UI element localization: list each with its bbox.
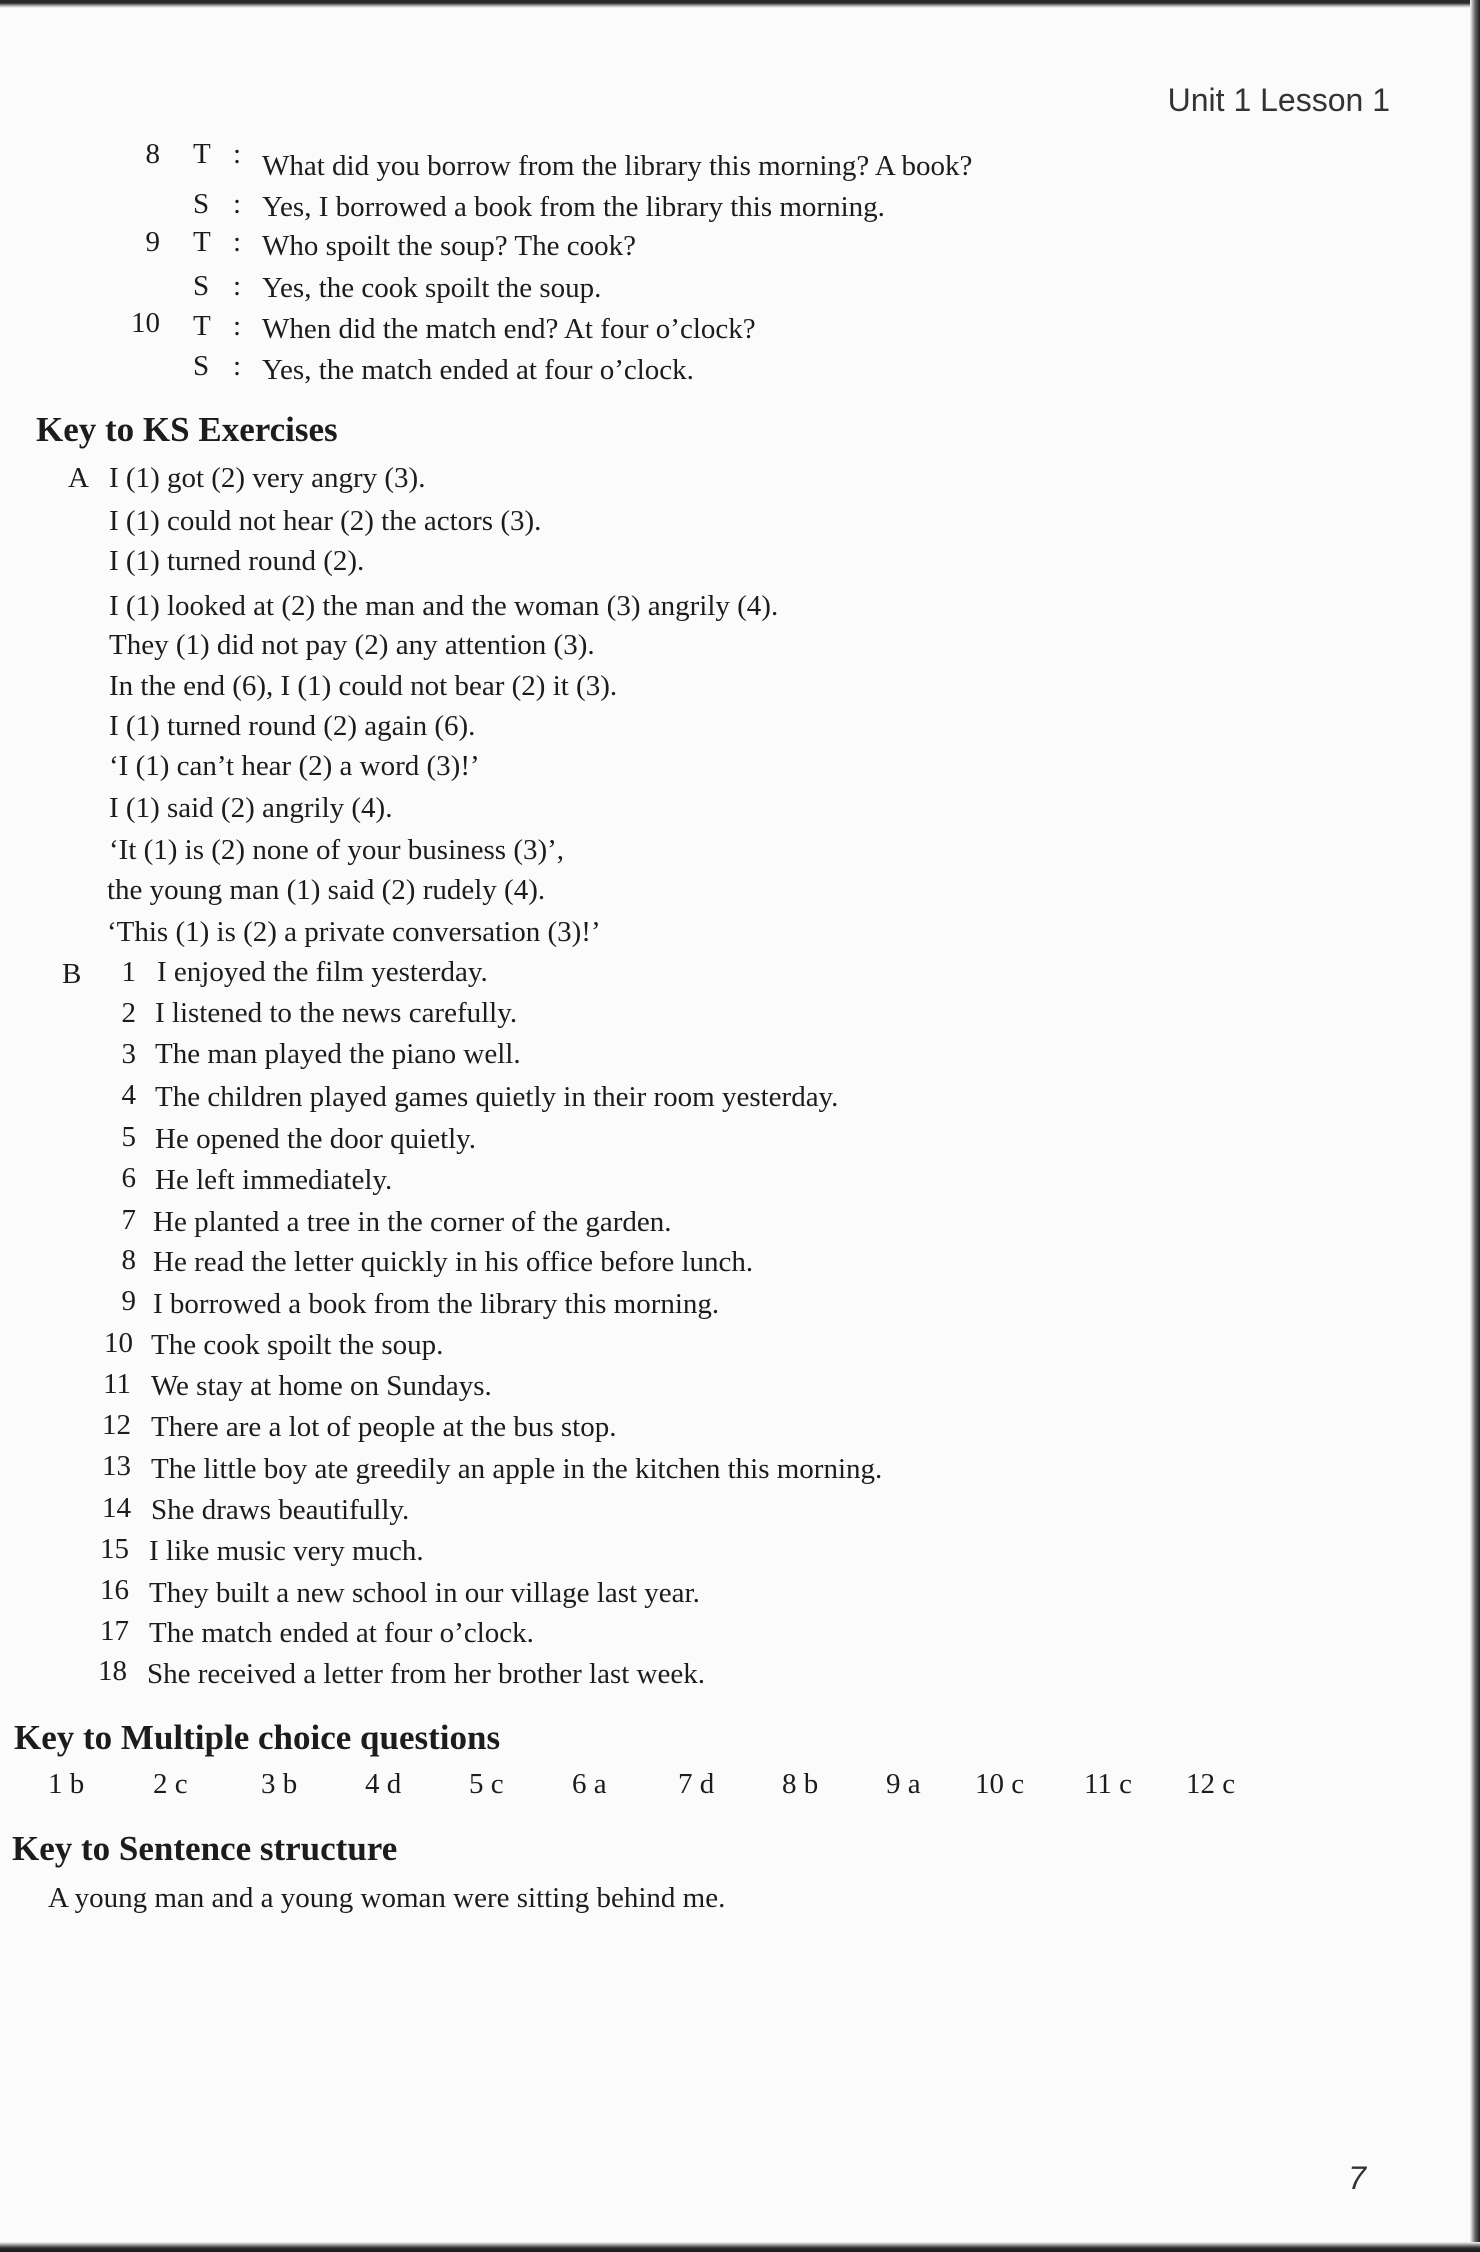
mc-answer: 4 d <box>365 1768 402 1800</box>
part-b-item: The man played the piano well. <box>155 1038 521 1070</box>
part-b-item: He opened the door quietly. <box>155 1123 477 1155</box>
dialogue-speaker: S <box>193 270 210 302</box>
page-top-edge <box>0 0 1480 8</box>
part-a-line: I (1) turned round (2) again (6). <box>109 710 476 742</box>
part-b-item: She draws beautifully. <box>151 1494 410 1526</box>
mc-answer: 5 c <box>469 1768 504 1800</box>
dialogue-number: 8 <box>145 138 160 170</box>
part-b-item: He read the letter quickly in his office before lunch. <box>153 1246 754 1278</box>
mc-answer: 12 c <box>1186 1768 1236 1800</box>
dialogue-speaker: T <box>193 138 211 170</box>
dialogue-colon: : <box>233 350 242 382</box>
part-a-line: I (1) could not hear (2) the actors (3). <box>109 505 542 537</box>
mc-heading: Key to Multiple choice questions <box>14 1718 501 1757</box>
part-a-line: ‘I (1) can’t hear (2) a word (3)!’ <box>109 750 480 782</box>
part-b-item: The match ended at four o’clock. <box>149 1617 534 1649</box>
part-b-number: 8 <box>121 1244 136 1276</box>
part-b-number: 16 <box>100 1574 129 1606</box>
part-a-line: I (1) said (2) angrily (4). <box>109 792 393 824</box>
dialogue-colon: : <box>233 226 242 258</box>
part-a-line: I (1) got (2) very angry (3). <box>109 462 426 494</box>
dialogue-line: Yes, the cook spoilt the soup. <box>262 272 602 304</box>
mc-answer: 1 b <box>48 1768 85 1800</box>
part-a-line: I (1) turned round (2). <box>109 545 365 577</box>
part-b-number: 17 <box>100 1615 129 1647</box>
dialogue-colon: : <box>233 138 242 170</box>
mc-answer: 10 c <box>975 1768 1025 1800</box>
part-b-number: 2 <box>121 997 136 1029</box>
part-a-line: ‘It (1) is (2) none of your business (3)’, <box>109 834 565 866</box>
part-b-number: 1 <box>121 956 136 988</box>
part-b-number: 13 <box>102 1450 131 1482</box>
part-b-number: 11 <box>103 1368 131 1400</box>
mc-answer: 2 c <box>153 1768 188 1800</box>
part-b-number: 4 <box>121 1079 136 1111</box>
part-b-item: I like music very much. <box>149 1535 424 1567</box>
dialogue-speaker: T <box>193 226 211 258</box>
page-number: 7 <box>1348 2160 1366 2196</box>
mc-answer: 6 a <box>572 1768 607 1800</box>
part-b-item: We stay at home on Sundays. <box>151 1370 492 1402</box>
part-b-item: The cook spoilt the soup. <box>151 1329 444 1361</box>
part-a-line: In the end (6), I (1) could not bear (2) it (3). <box>109 670 618 702</box>
part-b-item: I borrowed a book from the library this morning. <box>153 1288 720 1320</box>
dialogue-number: 10 <box>131 307 160 339</box>
part-b-number: 5 <box>121 1121 136 1153</box>
dialogue-speaker: S <box>193 350 210 382</box>
part-b-item: There are a lot of people at the bus stop. <box>151 1411 617 1443</box>
page-right-edge <box>1470 0 1480 2252</box>
part-a-label: A <box>68 462 89 494</box>
part-b-number: 7 <box>121 1204 136 1236</box>
part-b-number: 14 <box>102 1492 131 1524</box>
mc-answer: 7 d <box>678 1768 715 1800</box>
dialogue-line: Yes, the match ended at four o’clock. <box>262 354 694 386</box>
part-b-item: I listened to the news carefully. <box>155 997 518 1029</box>
part-b-item: She received a letter from her brother last week. <box>147 1658 705 1690</box>
dialogue-line: Who spoilt the soup? The cook? <box>262 230 636 262</box>
part-b-item: The children played games quietly in their room yesterday. <box>155 1081 839 1113</box>
ss-heading: Key to Sentence structure <box>12 1829 398 1868</box>
part-b-item: He left immediately. <box>155 1164 393 1196</box>
dialogue-number: 9 <box>145 226 160 258</box>
part-b-number: 6 <box>121 1162 136 1194</box>
dialogue-colon: : <box>233 270 242 302</box>
ss-answer: A young man and a young woman were sitting behind me. <box>48 1882 726 1914</box>
ks-heading: Key to KS Exercises <box>36 410 338 449</box>
mc-answer: 11 c <box>1084 1768 1133 1800</box>
mc-answer: 8 b <box>782 1768 819 1800</box>
part-a-line: They (1) did not pay (2) any attention (3). <box>109 629 595 661</box>
dialogue-line: What did you borrow from the library this morning? A book? <box>262 150 973 182</box>
dialogue-speaker: S <box>193 188 210 220</box>
running-header: Unit 1 Lesson 1 <box>1167 82 1390 118</box>
part-a-line: the young man (1) said (2) rudely (4). <box>107 874 546 906</box>
part-b-label: B <box>62 958 82 990</box>
dialogue-colon: : <box>233 310 242 342</box>
mc-answer: 9 a <box>886 1768 921 1800</box>
mc-answer: 3 b <box>261 1768 298 1800</box>
part-b-item: They built a new school in our village last year. <box>149 1577 700 1609</box>
part-a-line: I (1) looked at (2) the man and the woman (3) angrily (4). <box>109 590 779 622</box>
part-b-item: The little boy ate greedily an apple in the kitchen this morning. <box>151 1453 883 1485</box>
dialogue-line: When did the match end? At four o’clock? <box>262 313 756 345</box>
part-b-number: 9 <box>121 1285 136 1317</box>
part-b-number: 12 <box>102 1409 131 1441</box>
part-b-number: 15 <box>100 1533 129 1565</box>
part-b-item: He planted a tree in the corner of the garden. <box>153 1206 672 1238</box>
dialogue-line: Yes, I borrowed a book from the library this morning. <box>262 191 885 223</box>
dialogue-colon: : <box>233 188 242 220</box>
part-b-number: 10 <box>104 1327 133 1359</box>
dialogue-speaker: T <box>193 310 211 342</box>
part-b-item: I enjoyed the film yesterday. <box>157 956 488 988</box>
page-bottom-edge <box>0 2242 1480 2252</box>
part-b-number: 3 <box>121 1038 136 1070</box>
part-a-line: ‘This (1) is (2) a private conversation (3)!’ <box>107 916 601 948</box>
part-b-number: 18 <box>98 1655 127 1687</box>
